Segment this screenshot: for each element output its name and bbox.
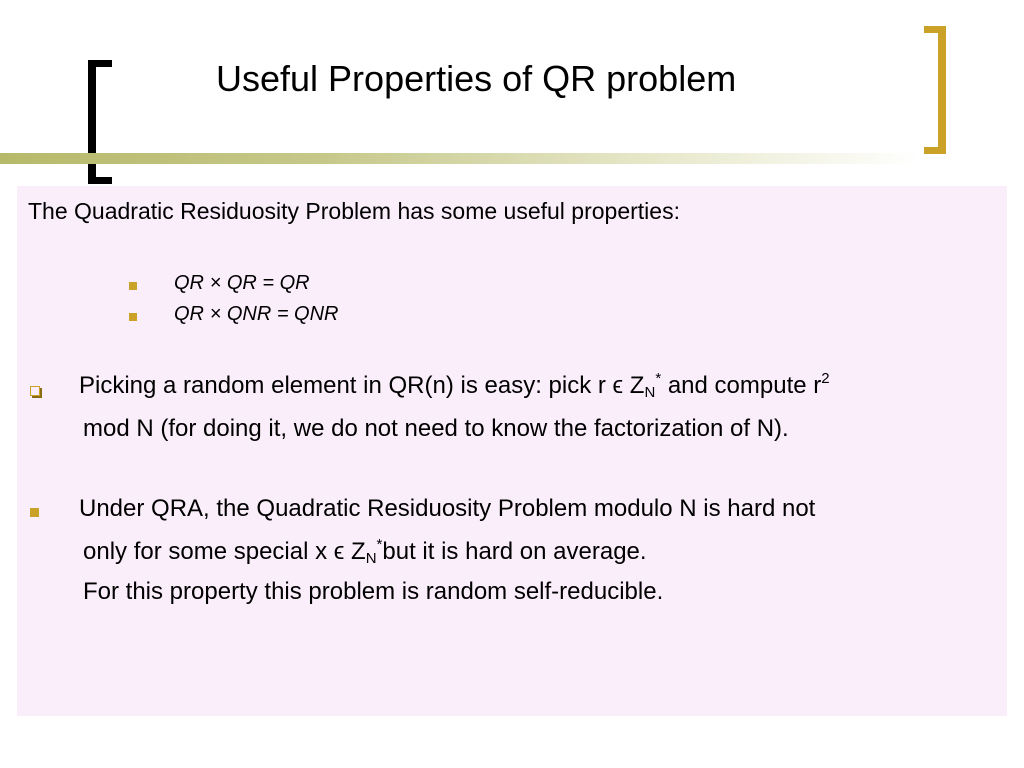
point-2-line-3: For this property this problem is random self-reducible. [83,578,664,605]
superscript-star: * [376,536,383,553]
sub-bullet-2-left: QR [174,303,204,325]
point-2-text-b: but it is hard on average. [382,538,647,565]
times-operator: × [209,272,222,294]
subscript-n: N [644,384,656,401]
sub-bullet-1 [174,272,310,295]
left-bracket-decoration [88,60,112,184]
right-bracket-decoration [924,26,946,154]
point-2-line-1: Under QRA, the Quadratic Residuosity Problem modulo N is hard not [79,495,816,522]
point-1-line-2: mod N (for doing it, we do not need to know the factorization of N). [83,415,789,442]
point-2-text-a: only for some special x ϵ Z [83,538,366,565]
point-1-text-a: Picking a random element in QR(n) is easy: pick r ϵ Z [79,372,645,399]
subscript-n: N [365,550,377,567]
point-1-text-b: and compute r [661,372,822,399]
sub-bullet-2-rest: QNR = QNR [226,303,339,325]
hollow-square-bullet-icon [30,386,40,396]
sub-bullet-1-left: QR [174,272,204,294]
sub-bullet-1-rest: QR = QR [226,272,310,294]
superscript-2: 2 [821,370,830,387]
square-bullet-icon [129,313,137,321]
superscript-star: * [655,370,662,387]
slide-title: Useful Properties of QR problem [216,58,737,99]
sub-bullet-2 [174,303,339,326]
square-bullet-icon [30,508,39,517]
times-operator: × [209,303,222,325]
square-bullet-icon [129,282,137,290]
title-rule [0,153,920,164]
content-box [17,186,1007,716]
intro-text: The Quadratic Residuosity Problem has some useful properties: [28,198,680,224]
point-2-line-2 [83,538,647,566]
point-1-line-1 [79,372,830,400]
